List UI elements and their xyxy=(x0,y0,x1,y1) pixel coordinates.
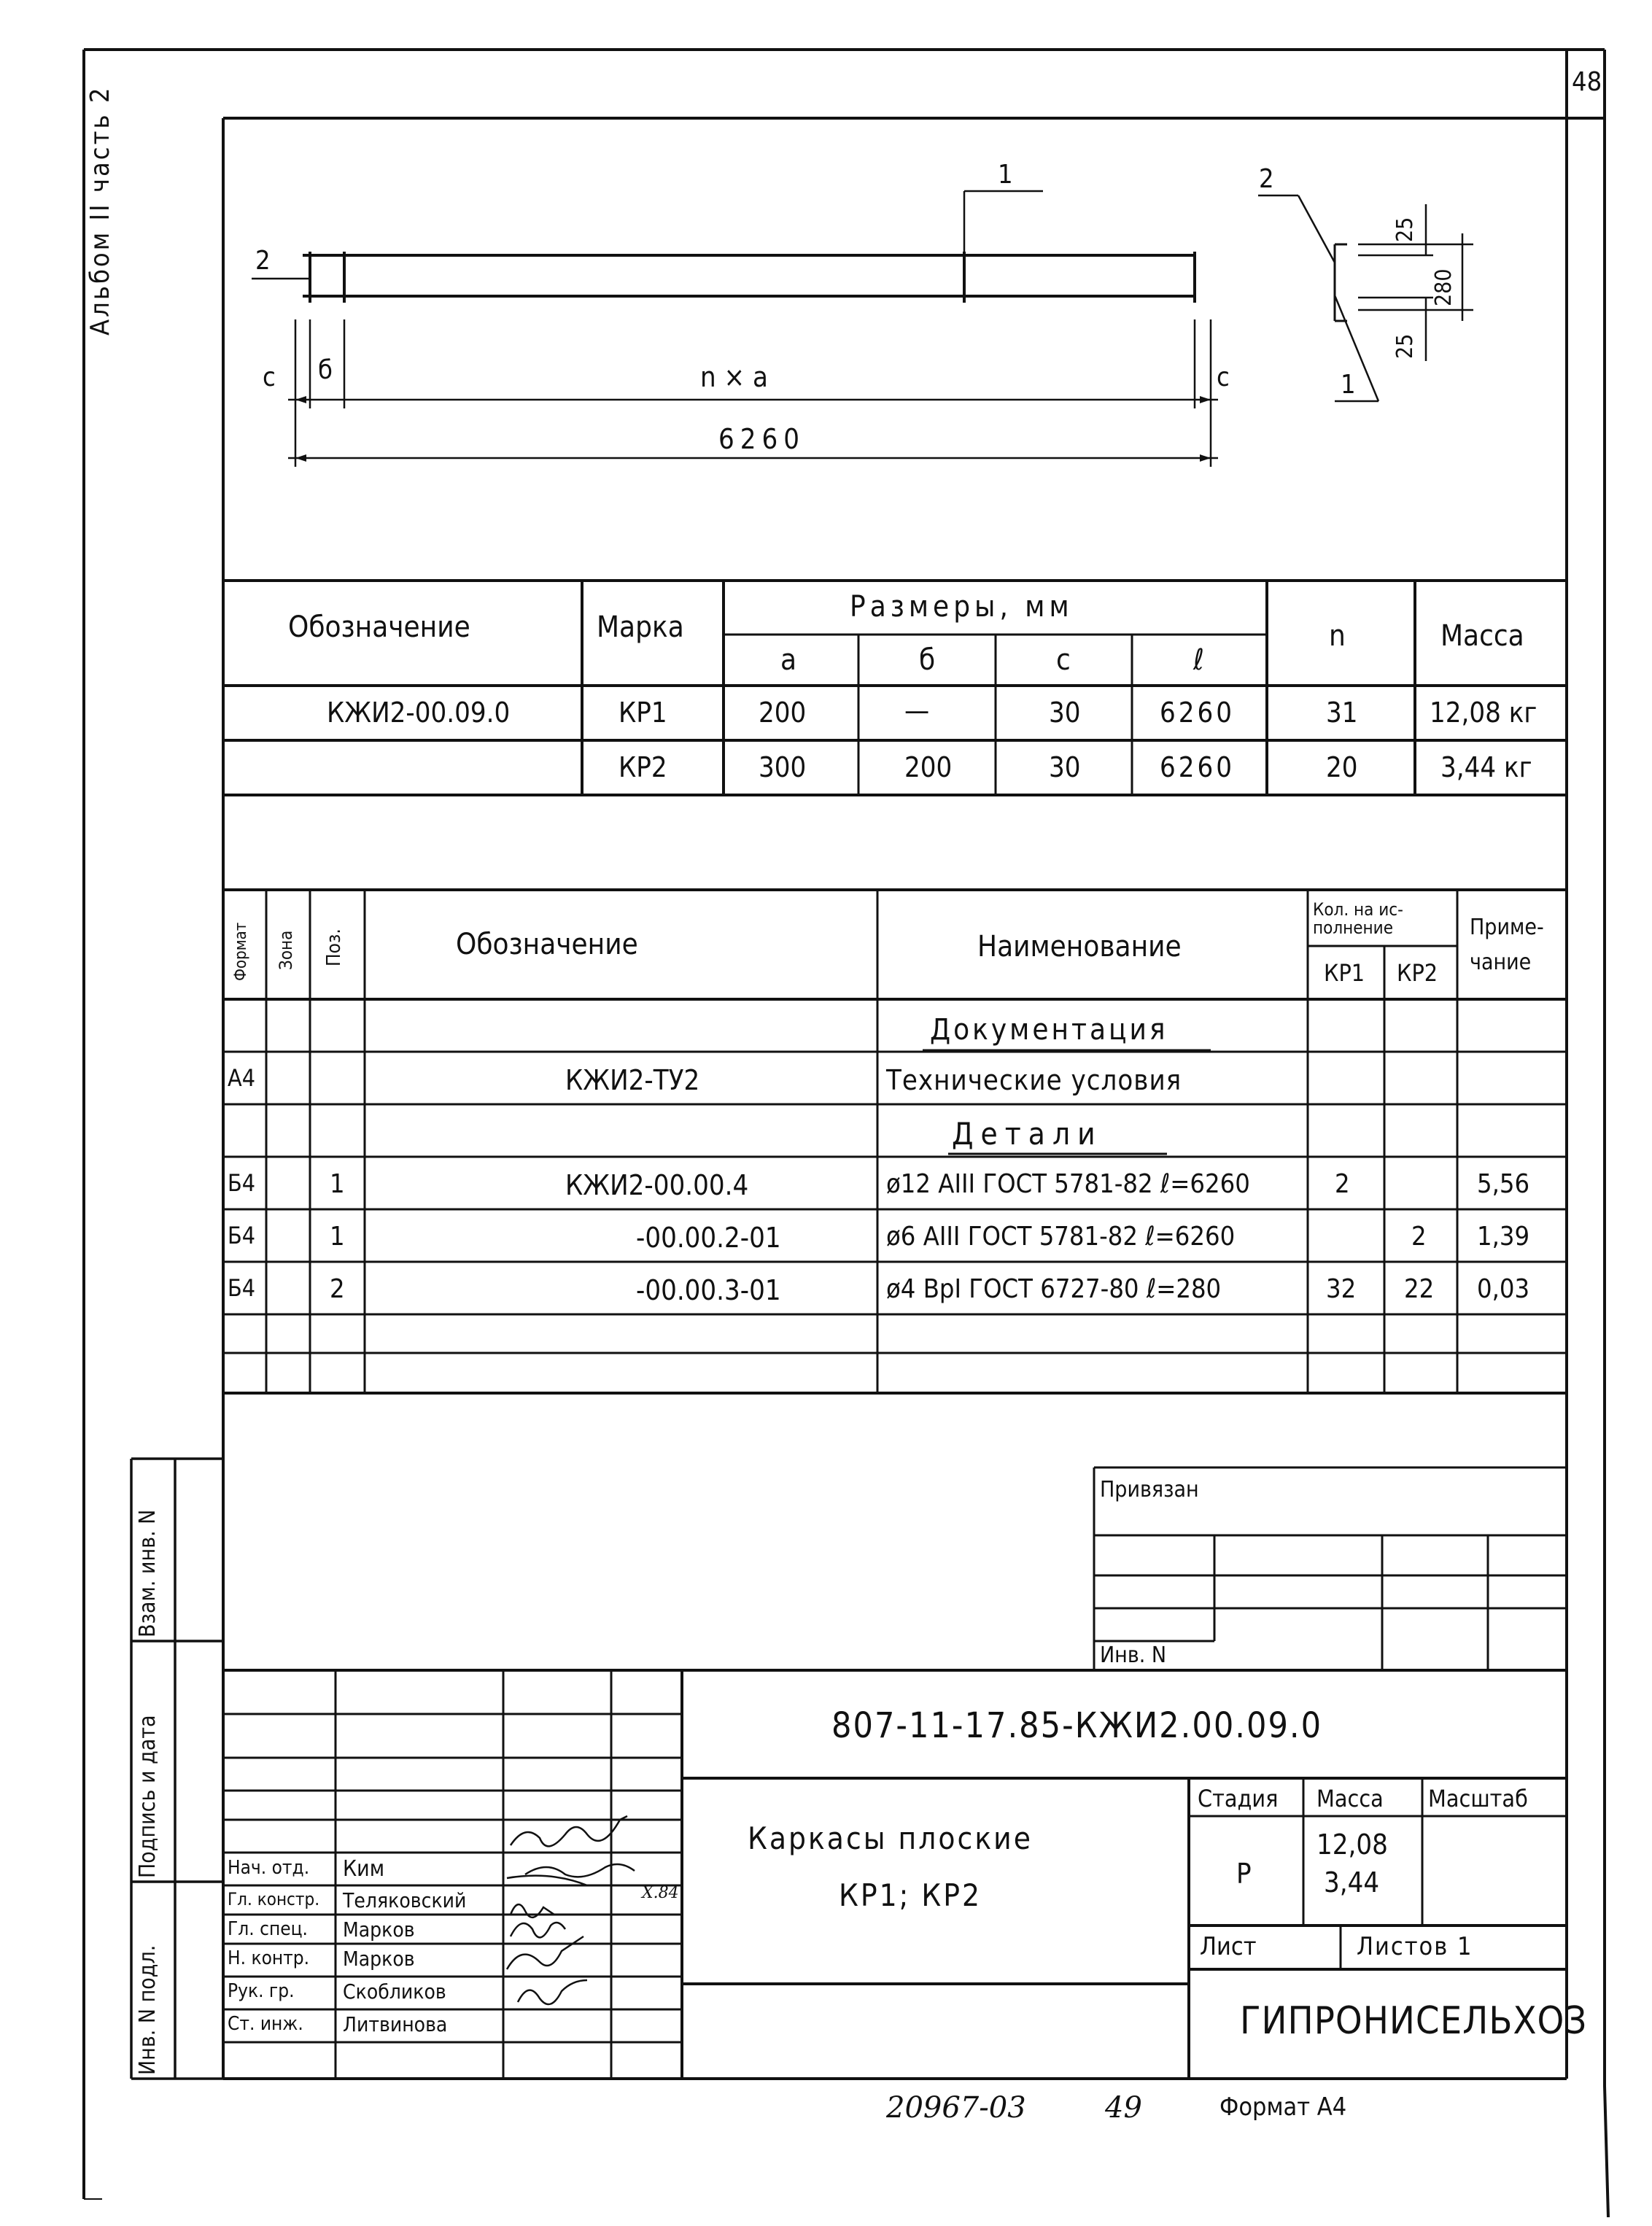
marks-row-2-mass: 3,44 кг xyxy=(1440,751,1532,783)
marks-row-1-b: — xyxy=(904,694,930,726)
staff-name-4: Марков xyxy=(343,1947,415,1971)
signature-date-label: Подпись и дата xyxy=(135,1715,160,1878)
spec-header-format: Формат xyxy=(232,922,250,981)
staff-name-2: Теляковский xyxy=(343,1888,467,1912)
marks-row-2-n: 20 xyxy=(1326,751,1358,783)
privyazan-label: Привязан xyxy=(1100,1477,1199,1502)
spec-row-3-kr1: 32 xyxy=(1326,1274,1357,1304)
mass-label: Масса xyxy=(1316,1785,1384,1812)
spec-header-name: Наименование xyxy=(977,930,1182,963)
spec-doc-name: Технические условия xyxy=(886,1064,1182,1096)
spec-row-1-name: ø12 АIII ГОСТ 5781-82 ℓ=6260 xyxy=(886,1169,1250,1199)
marks-header-designation: Обозначение xyxy=(288,610,470,644)
spec-row-2-note: 1,39 xyxy=(1477,1222,1530,1252)
dim-c-left-label: с xyxy=(263,362,276,392)
staff-name-6: Литвинова xyxy=(343,2012,448,2036)
section-dim-25-top: 25 xyxy=(1392,217,1418,242)
spec-row-3-note: 0,03 xyxy=(1477,1274,1530,1304)
spec-doc-format: А4 xyxy=(228,1064,255,1092)
spec-header-designation: Обозначение xyxy=(456,928,638,961)
inv-podl-label: Инв. N подл. xyxy=(135,1944,160,2075)
footer-page: 49 xyxy=(1105,2091,1142,2125)
spec-row-2-kr2: 2 xyxy=(1411,1222,1427,1252)
dim-b-label: б xyxy=(318,355,333,385)
marks-row-1-a: 200 xyxy=(759,697,807,729)
spec-row-3-name: ø4 ВрI ГОСТ 6727-80 ℓ=280 xyxy=(886,1274,1222,1304)
sheet-label: Лист xyxy=(1200,1932,1257,1961)
marks-header-b: б xyxy=(919,643,936,677)
staff-name-1: Ким xyxy=(343,1856,385,1882)
organization-name: ГИПРОНИСЕЛЬХОЗ xyxy=(1240,1999,1588,2043)
spec-header-qty: Кол. на ис-полнение xyxy=(1313,899,1403,939)
section-dim-280: 280 xyxy=(1431,268,1457,306)
spec-row-2-designation: -00.00.2-01 xyxy=(636,1222,781,1254)
spec-row-3-designation: -00.00.3-01 xyxy=(636,1274,781,1306)
marks-row-1-mass: 12,08 кг xyxy=(1430,697,1537,729)
footer-number: 20967-03 xyxy=(886,2091,1026,2125)
document-code: 807-11-17.85-КЖИ2.00.09.0 xyxy=(831,1705,1323,1746)
sheet-number: 48 xyxy=(1572,67,1602,97)
marks-row-1-n: 31 xyxy=(1326,697,1358,729)
staff-name-3: Марков xyxy=(343,1917,415,1942)
spec-section-docs: Документация xyxy=(930,1013,1168,1047)
spec-section-parts: Детали xyxy=(952,1116,1103,1152)
marks-row-2-mark: КР2 xyxy=(618,751,667,783)
position-1-label: 1 xyxy=(998,160,1013,190)
dim-na-label: n × а xyxy=(700,361,768,393)
section-pos-1-label: 1 xyxy=(1341,370,1356,400)
marks-header-l: ℓ xyxy=(1193,643,1204,677)
spec-row-1-note: 5,56 xyxy=(1477,1169,1530,1199)
marks-header-dims: Размеры, мм xyxy=(850,590,1074,624)
sheets-count-label: Листов 1 xyxy=(1357,1932,1473,1961)
marks-row-1-c: 30 xyxy=(1049,697,1081,729)
marks-header-a: а xyxy=(780,643,797,677)
marks-row-2-a: 300 xyxy=(759,751,807,783)
spec-row-2-format: Б4 xyxy=(228,1222,256,1249)
marks-row-1-mark: КР1 xyxy=(618,697,667,729)
dim-total-label: 6260 xyxy=(718,423,805,455)
position-2-label: 2 xyxy=(255,246,271,276)
marks-row-2-c: 30 xyxy=(1049,751,1081,783)
marks-row-2-b: 200 xyxy=(904,751,953,783)
spec-row-2-name: ø6 АIII ГОСТ 5781-82 ℓ=6260 xyxy=(886,1222,1236,1252)
spec-row-3-pos: 2 xyxy=(330,1274,345,1304)
spec-row-3-format: Б4 xyxy=(228,1274,256,1302)
marks-header-n: n xyxy=(1329,619,1346,653)
spec-header-kr2: КР2 xyxy=(1397,959,1438,987)
stage-label: Стадия xyxy=(1198,1785,1279,1812)
marks-header-mass: Масса xyxy=(1440,619,1524,653)
signature-date-note: Х.84 xyxy=(642,1884,679,1902)
spec-row-1-format: Б4 xyxy=(228,1169,256,1197)
spec-row-1-designation: КЖИ2-00.00.4 xyxy=(565,1169,749,1201)
staff-role-1: Нач. отд. xyxy=(228,1857,310,1879)
staff-name-5: Скобликов xyxy=(343,1979,446,2004)
dim-c-right-label: с xyxy=(1217,362,1230,392)
section-dim-25-bottom: 25 xyxy=(1392,333,1418,359)
staff-role-5: Рук. гр. xyxy=(228,1980,295,2002)
mass-value-1: 12,08 xyxy=(1316,1828,1388,1861)
spec-row-1-kr1: 2 xyxy=(1335,1169,1350,1199)
document-title-line1: Каркасы плоские xyxy=(748,1820,1033,1856)
spec-header-kr1: КР1 xyxy=(1324,959,1365,987)
album-side-label: Альбом II часть 2 xyxy=(85,85,115,336)
spec-row-2-pos: 1 xyxy=(330,1222,345,1252)
marks-header-mark: Марка xyxy=(597,610,684,644)
spec-header-zone: Зона xyxy=(276,930,296,970)
marks-header-c: с xyxy=(1056,643,1071,677)
staff-role-2: Гл. констр. xyxy=(228,1889,320,1909)
spec-row-3-kr2: 22 xyxy=(1404,1274,1435,1304)
stage-value: Р xyxy=(1236,1858,1252,1890)
privyazan-inv-label: Инв. N xyxy=(1100,1643,1167,1668)
scale-label: Масштаб xyxy=(1428,1785,1528,1812)
staff-role-3: Гл. спец. xyxy=(228,1918,308,1940)
spec-doc-designation: КЖИ2-ТУ2 xyxy=(565,1064,700,1096)
mass-value-2: 3,44 xyxy=(1324,1866,1380,1899)
section-pos-2-label: 2 xyxy=(1259,164,1274,194)
inv-zam-label: Взам. инв. N xyxy=(135,1509,160,1637)
spec-header-pos: Поз. xyxy=(323,928,345,966)
staff-role-6: Ст. инж. xyxy=(228,2013,303,2035)
marks-row-1-designation: КЖИ2-00.09.0 xyxy=(327,697,511,729)
document-title-line2: КР1; КР2 xyxy=(839,1877,982,1913)
spec-header-note: Приме-чание xyxy=(1470,915,1544,975)
footer-format: Формат А4 xyxy=(1219,2093,1347,2122)
marks-row-1-l: 6260 xyxy=(1160,697,1235,729)
staff-role-4: Н. контр. xyxy=(228,1947,310,1969)
spec-row-1-pos: 1 xyxy=(330,1169,345,1199)
marks-row-2-l: 6260 xyxy=(1160,751,1235,783)
